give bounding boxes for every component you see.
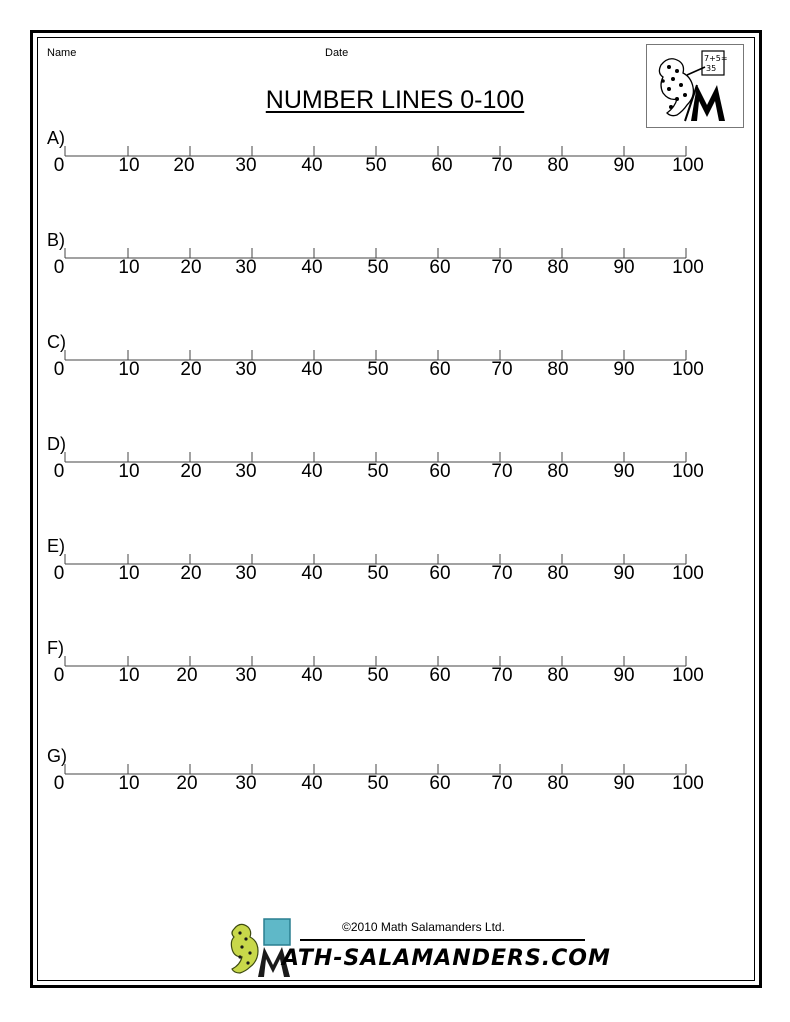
tick-label: 100 [672,359,704,380]
tick-label: 10 [118,563,140,584]
tick-label: 30 [235,773,257,794]
name-label: Name [47,47,77,59]
tick-label: 20 [176,773,198,794]
number-line-g [0,746,790,826]
tick-label: 0 [53,665,65,686]
tick-label: 40 [301,665,323,686]
tick-label: 10 [118,773,140,794]
tick-label: 80 [547,461,569,482]
tick-label: 70 [491,461,513,482]
number-line-d [0,434,790,514]
tick-label: 70 [491,359,513,380]
tick-label: 10 [118,665,140,686]
footer-rule [300,939,585,941]
number-line-f [0,638,790,718]
tick-label: 10 [118,359,140,380]
tick-label: 70 [491,257,513,278]
tick-label: 90 [613,773,635,794]
tick-label: 30 [235,665,257,686]
date-label: Date [325,47,349,59]
tick-label: 90 [613,563,635,584]
tick-label: 50 [365,155,387,176]
tick-label: 40 [301,563,323,584]
tick-label: 50 [367,359,389,380]
tick-label: 90 [613,359,635,380]
math-salamanders-logo [646,44,744,128]
number-line-label: A) [47,128,65,148]
footer-copyright: ©2010 Math Salamanders Ltd. [342,920,505,934]
tick-label: 20 [173,155,195,176]
tick-label: 0 [53,461,65,482]
tick-label: 70 [491,665,513,686]
tick-label: 90 [613,665,635,686]
tick-label: 10 [118,257,140,278]
tick-label: 60 [431,155,453,176]
number-line-e [0,536,790,616]
tick-label: 60 [429,359,451,380]
tick-label: 70 [491,563,513,584]
number-line-label: C) [47,332,66,352]
tick-label: 0 [53,773,65,794]
tick-label: 50 [367,257,389,278]
number-line-label: B) [47,230,65,250]
tick-label: 0 [53,155,65,176]
number-line-label: F) [47,638,64,658]
number-line-label: D) [47,434,66,454]
tick-label: 30 [235,155,257,176]
tick-label: 90 [613,257,635,278]
number-line-label: G) [47,746,67,766]
tick-label: 60 [429,773,451,794]
tick-label: 20 [180,359,202,380]
tick-label: 50 [367,563,389,584]
worksheet-title: NUMBER LINES 0-100 [265,86,525,114]
logo-card-text-2: 35 [706,64,717,73]
tick-label: 70 [491,155,513,176]
tick-label: 40 [301,359,323,380]
number-line-c [0,332,790,412]
tick-label: 100 [672,563,704,584]
number-line-a [0,128,790,208]
tick-label: 100 [672,773,704,794]
tick-label: 40 [301,461,323,482]
tick-label: 50 [367,665,389,686]
tick-label: 60 [429,665,451,686]
tick-label: 0 [53,257,65,278]
tick-label: 80 [547,257,569,278]
tick-label: 100 [672,155,704,176]
tick-label: 60 [429,257,451,278]
tick-label: 80 [547,773,569,794]
tick-label: 100 [672,461,704,482]
tick-label: 20 [180,563,202,584]
tick-label: 30 [235,359,257,380]
tick-label: 60 [429,563,451,584]
footer-wordmark: ATH-SALAMANDERS.COM [282,946,611,971]
tick-label: 30 [235,461,257,482]
tick-label: 10 [118,461,140,482]
tick-label: 100 [672,257,704,278]
tick-label: 40 [301,257,323,278]
tick-label: 40 [301,155,323,176]
tick-label: 0 [53,563,65,584]
tick-label: 50 [367,773,389,794]
logo-card-text-1: 7+5= [704,54,728,63]
number-line-b [0,230,790,310]
tick-label: 40 [301,773,323,794]
tick-label: 70 [491,773,513,794]
tick-label: 20 [176,665,198,686]
tick-label: 0 [53,359,65,380]
tick-label: 60 [429,461,451,482]
number-line-label: E) [47,536,65,556]
tick-label: 20 [180,257,202,278]
tick-label: 100 [672,665,704,686]
tick-label: 50 [367,461,389,482]
tick-label: 30 [235,257,257,278]
tick-label: 80 [547,665,569,686]
tick-label: 80 [547,155,569,176]
tick-label: 10 [118,155,140,176]
tick-label: 90 [613,155,635,176]
tick-label: 80 [547,563,569,584]
tick-label: 90 [613,461,635,482]
tick-label: 20 [180,461,202,482]
tick-label: 30 [235,563,257,584]
tick-label: 80 [547,359,569,380]
